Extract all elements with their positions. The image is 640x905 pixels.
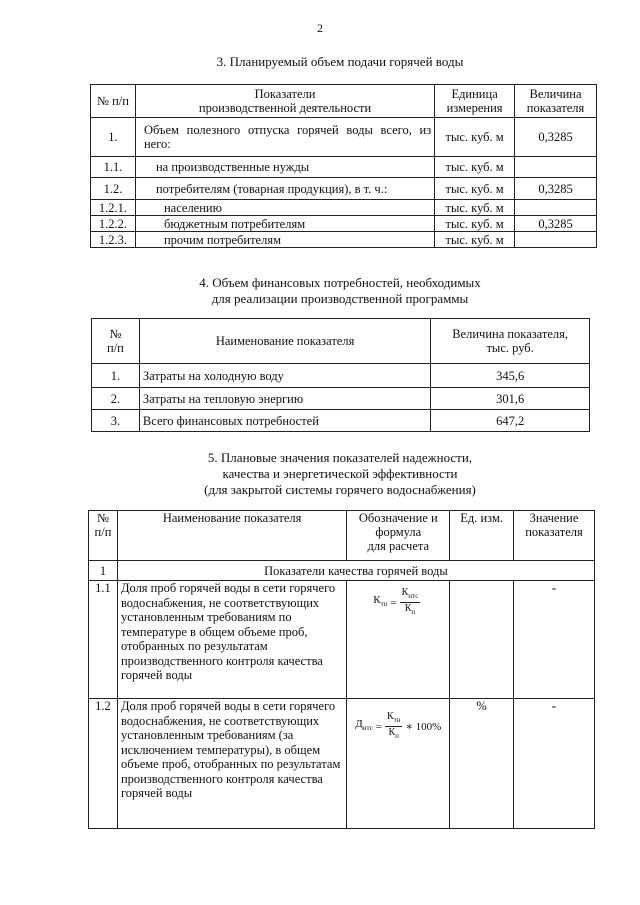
group-row <box>89 561 595 581</box>
row-unit: тыс. куб. м <box>435 232 515 248</box>
row-unit: тыс. куб. м <box>435 216 515 232</box>
row-num: 1.2 <box>89 699 118 829</box>
table-header-row <box>91 85 597 118</box>
row-num: 1.2.3. <box>91 232 136 248</box>
row-value <box>515 200 597 216</box>
section3-title: 3. Планируемый объем подачи горячей воды <box>216 54 464 69</box>
table-row <box>92 388 590 410</box>
row-value <box>515 232 597 248</box>
row-formula <box>347 699 450 829</box>
row-name: населению <box>135 200 434 216</box>
col-header-unit: Ед. изм. <box>450 511 514 561</box>
row-name: Затраты на тепловую энергию <box>139 388 430 410</box>
col-header-unit: Единица измерения <box>435 85 515 118</box>
table-row <box>91 118 597 157</box>
row-unit: тыс. куб. м <box>435 200 515 216</box>
table-row <box>89 699 595 829</box>
group-title: Показатели качества горячей воды <box>117 561 594 581</box>
row-value: 0,3285 <box>515 118 597 157</box>
col-header-value: Значение показателя <box>514 511 595 561</box>
col-header-num: № п/п <box>89 511 118 561</box>
quality-indicators-table <box>88 510 595 829</box>
table-header-row <box>92 319 590 364</box>
row-formula <box>347 581 450 699</box>
table-row <box>89 581 595 699</box>
row-value: 0,3285 <box>515 216 597 232</box>
row-value <box>515 157 597 178</box>
table-row <box>91 216 597 232</box>
row-num: 1.2. <box>91 178 136 200</box>
group-num: 1 <box>89 561 118 581</box>
table-row <box>92 364 590 388</box>
table-row <box>91 200 597 216</box>
col-header-value: Величина показателя, тыс. руб. <box>431 319 590 364</box>
row-unit: тыс. куб. м <box>435 157 515 178</box>
col-header-name: Наименование показателя <box>117 511 346 561</box>
row-unit: тыс. куб. м <box>435 178 515 200</box>
row-value: 647,2 <box>431 410 590 432</box>
row-name: Затраты на холодную воду <box>139 364 430 388</box>
formula: $Д_{нтс}$ = $\frac{К_{тн}}{К_п}$ ∗ 100% <box>355 711 442 740</box>
row-name: бюджетным потребителям <box>135 216 434 232</box>
row-value: 0,3285 <box>515 178 597 200</box>
hot-water-supply-table <box>90 84 597 248</box>
row-num: 1. <box>92 364 140 388</box>
row-name: Доля проб горячей воды в сети горячего водоснабжения, не соответствующих установленным требованиям по температуре в общем объеме проб, отобранных по результатам производственного контроля качества горячей воды <box>117 581 346 699</box>
col-header-value: Величина показателя <box>515 85 597 118</box>
row-unit: тыс. куб. м <box>435 118 515 157</box>
row-num: 1.2.1. <box>91 200 136 216</box>
section4-title: 4. Объем финансовых потребностей, необходимых для реализации производственной программы <box>199 275 481 306</box>
col-header-formula: Обозначение и формула для расчета <box>347 511 450 561</box>
table-row <box>92 410 590 432</box>
row-name: Объем полезного отпуска горячей воды всего, из него: <box>135 118 434 157</box>
table-header-row <box>89 511 595 561</box>
row-name: потребителям (товарная продукция), в т. ч.: <box>135 178 434 200</box>
col-header-num: № п/п <box>92 319 140 364</box>
row-num: 1.1 <box>89 581 118 699</box>
row-name: на производственные нужды <box>135 157 434 178</box>
formula: $К_{тп}$ = $\frac{К_{нтс}}{К_п}$ <box>373 587 419 616</box>
table-row <box>91 232 597 248</box>
row-unit <box>450 581 514 699</box>
row-num: 1.1. <box>91 157 136 178</box>
row-name: Всего финансовых потребностей <box>139 410 430 432</box>
row-name: Доля проб горячей воды в сети горячего водоснабжения, не соответствующих установленным требованиям (за исключением температуры), в общем объеме проб, отобранных по результатам производственного контроля качества горячей воды <box>117 699 346 829</box>
row-value: - <box>514 699 595 829</box>
row-num: 3. <box>92 410 140 432</box>
row-num: 2. <box>92 388 140 410</box>
col-header-indicator: Показатели производственной деятельности <box>135 85 434 118</box>
financial-needs-table <box>91 318 590 432</box>
table-row <box>91 178 597 200</box>
row-unit: % <box>450 699 514 829</box>
row-value: - <box>514 581 595 699</box>
row-num: 1.2.2. <box>91 216 136 232</box>
page-number: 2 <box>317 21 323 35</box>
row-value: 301,6 <box>431 388 590 410</box>
col-header-num: № п/п <box>91 85 136 118</box>
row-name: прочим потребителям <box>135 232 434 248</box>
col-header-name: Наименование показателя <box>139 319 430 364</box>
row-value: 345,6 <box>431 364 590 388</box>
section5-title: 5. Плановые значения показателей надежности, качества и энергетической эффективности (для закрытой системы горячего водоснабжения) <box>204 450 476 497</box>
row-num: 1. <box>91 118 136 157</box>
table-row <box>91 157 597 178</box>
